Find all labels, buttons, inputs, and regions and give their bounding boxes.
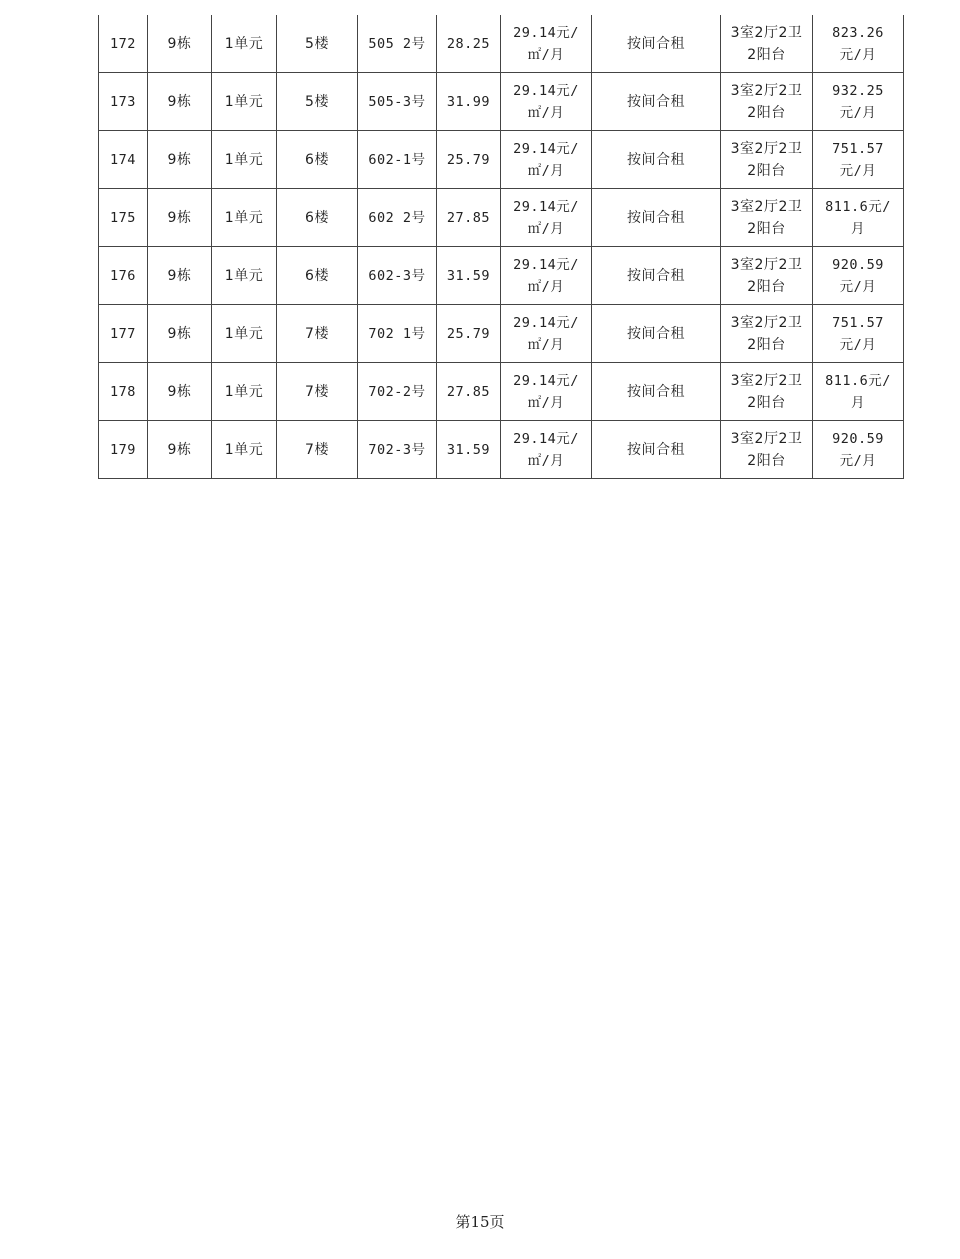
cell-monthly-rent: 811.6元/ 月 bbox=[813, 363, 904, 421]
cell-row-number: 174 bbox=[99, 131, 148, 189]
cell-building: 9栋 bbox=[148, 247, 212, 305]
cell-layout: 3室2厅2卫 2阳台 bbox=[721, 363, 813, 421]
table-row bbox=[99, 247, 904, 305]
cell-layout: 3室2厅2卫 2阳台 bbox=[721, 247, 813, 305]
cell-unit-price: 29.14元/ ㎡/月 bbox=[501, 73, 592, 131]
cell-layout: 3室2厅2卫 2阳台 bbox=[721, 73, 813, 131]
cell-room-number: 505 2号 bbox=[358, 15, 437, 73]
cell-floor: 7楼 bbox=[277, 363, 358, 421]
cell-rental-mode: 按间合租 bbox=[592, 189, 721, 247]
table-row bbox=[99, 15, 904, 73]
cell-building: 9栋 bbox=[148, 15, 212, 73]
cell-monthly-rent: 920.59 元/月 bbox=[813, 247, 904, 305]
cell-monthly-rent: 751.57 元/月 bbox=[813, 131, 904, 189]
cell-unit: 1单元 bbox=[212, 73, 277, 131]
cell-unit-price: 29.14元/ ㎡/月 bbox=[501, 247, 592, 305]
cell-building: 9栋 bbox=[148, 363, 212, 421]
cell-unit: 1单元 bbox=[212, 131, 277, 189]
cell-area: 27.85 bbox=[437, 363, 501, 421]
cell-rental-mode: 按间合租 bbox=[592, 363, 721, 421]
cell-floor: 5楼 bbox=[277, 15, 358, 73]
cell-unit: 1单元 bbox=[212, 247, 277, 305]
table-row bbox=[99, 73, 904, 131]
cell-monthly-rent: 823.26 元/月 bbox=[813, 15, 904, 73]
cell-unit-price: 29.14元/ ㎡/月 bbox=[501, 363, 592, 421]
cell-unit-price: 29.14元/ ㎡/月 bbox=[501, 305, 592, 363]
cell-unit-price: 29.14元/ ㎡/月 bbox=[501, 421, 592, 479]
cell-area: 31.99 bbox=[437, 73, 501, 131]
cell-floor: 5楼 bbox=[277, 73, 358, 131]
cell-monthly-rent: 920.59 元/月 bbox=[813, 421, 904, 479]
cell-building: 9栋 bbox=[148, 73, 212, 131]
rental-listing-table bbox=[98, 15, 904, 479]
cell-area: 31.59 bbox=[437, 421, 501, 479]
cell-unit: 1单元 bbox=[212, 305, 277, 363]
cell-monthly-rent: 932.25 元/月 bbox=[813, 73, 904, 131]
cell-room-number: 602 2号 bbox=[358, 189, 437, 247]
cell-building: 9栋 bbox=[148, 189, 212, 247]
cell-unit: 1单元 bbox=[212, 189, 277, 247]
cell-floor: 6楼 bbox=[277, 247, 358, 305]
cell-floor: 7楼 bbox=[277, 421, 358, 479]
cell-area: 28.25 bbox=[437, 15, 501, 73]
cell-floor: 6楼 bbox=[277, 189, 358, 247]
cell-unit: 1单元 bbox=[212, 363, 277, 421]
cell-rental-mode: 按间合租 bbox=[592, 73, 721, 131]
cell-unit-price: 29.14元/ ㎡/月 bbox=[501, 189, 592, 247]
cell-room-number: 602-3号 bbox=[358, 247, 437, 305]
table-row bbox=[99, 189, 904, 247]
table-row bbox=[99, 305, 904, 363]
cell-layout: 3室2厅2卫 2阳台 bbox=[721, 421, 813, 479]
cell-building: 9栋 bbox=[148, 305, 212, 363]
table-row bbox=[99, 421, 904, 479]
page-number: 第15页 bbox=[455, 1213, 505, 1231]
cell-room-number: 702 1号 bbox=[358, 305, 437, 363]
cell-room-number: 702-2号 bbox=[358, 363, 437, 421]
table-row bbox=[99, 131, 904, 189]
cell-area: 31.59 bbox=[437, 247, 501, 305]
cell-room-number: 702-3号 bbox=[358, 421, 437, 479]
cell-rental-mode: 按间合租 bbox=[592, 15, 721, 73]
cell-layout: 3室2厅2卫 2阳台 bbox=[721, 189, 813, 247]
cell-row-number: 173 bbox=[99, 73, 148, 131]
cell-building: 9栋 bbox=[148, 421, 212, 479]
cell-layout: 3室2厅2卫 2阳台 bbox=[721, 131, 813, 189]
cell-floor: 6楼 bbox=[277, 131, 358, 189]
cell-monthly-rent: 811.6元/ 月 bbox=[813, 189, 904, 247]
cell-building: 9栋 bbox=[148, 131, 212, 189]
cell-unit: 1单元 bbox=[212, 15, 277, 73]
cell-unit: 1单元 bbox=[212, 421, 277, 479]
cell-row-number: 177 bbox=[99, 305, 148, 363]
cell-room-number: 602-1号 bbox=[358, 131, 437, 189]
cell-area: 25.79 bbox=[437, 305, 501, 363]
table-row bbox=[99, 363, 904, 421]
cell-rental-mode: 按间合租 bbox=[592, 247, 721, 305]
cell-unit-price: 29.14元/ ㎡/月 bbox=[501, 15, 592, 73]
cell-area: 27.85 bbox=[437, 189, 501, 247]
cell-layout: 3室2厅2卫 2阳台 bbox=[721, 305, 813, 363]
cell-row-number: 178 bbox=[99, 363, 148, 421]
cell-unit-price: 29.14元/ ㎡/月 bbox=[501, 131, 592, 189]
cell-row-number: 172 bbox=[99, 15, 148, 73]
cell-row-number: 179 bbox=[99, 421, 148, 479]
table-body bbox=[99, 15, 904, 479]
cell-area: 25.79 bbox=[437, 131, 501, 189]
cell-room-number: 505-3号 bbox=[358, 73, 437, 131]
cell-row-number: 175 bbox=[99, 189, 148, 247]
cell-rental-mode: 按间合租 bbox=[592, 305, 721, 363]
cell-rental-mode: 按间合租 bbox=[592, 131, 721, 189]
cell-row-number: 176 bbox=[99, 247, 148, 305]
cell-rental-mode: 按间合租 bbox=[592, 421, 721, 479]
cell-layout: 3室2厅2卫 2阳台 bbox=[721, 15, 813, 73]
cell-monthly-rent: 751.57 元/月 bbox=[813, 305, 904, 363]
cell-floor: 7楼 bbox=[277, 305, 358, 363]
